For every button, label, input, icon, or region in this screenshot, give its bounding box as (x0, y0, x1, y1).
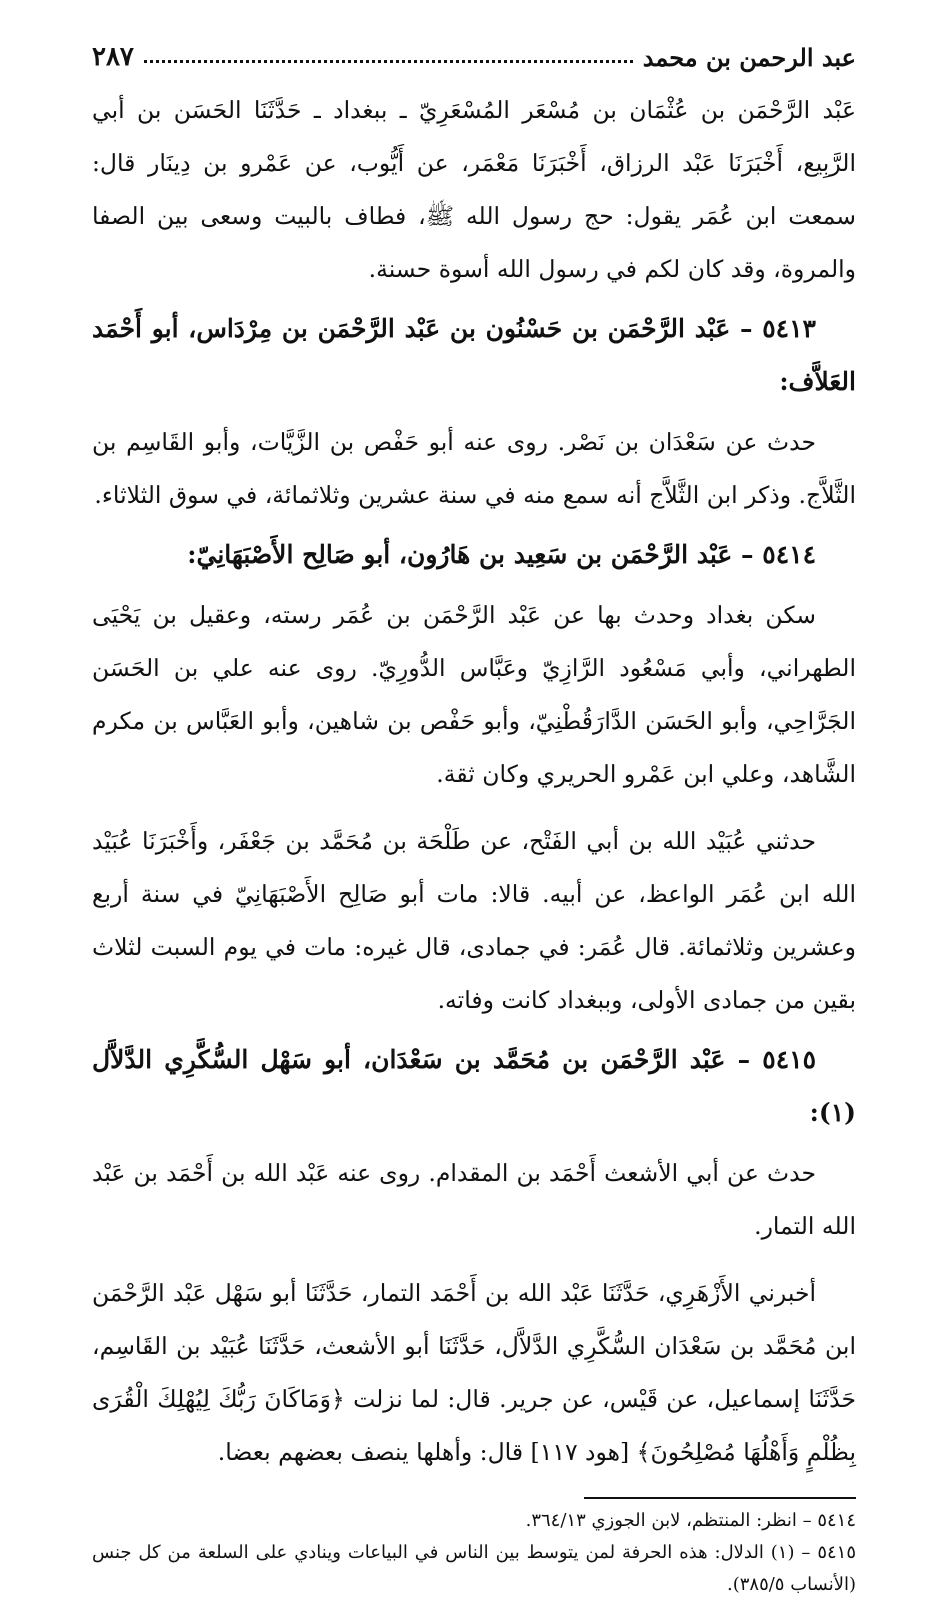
header-title: عبد الرحمن بن محمد (642, 42, 856, 72)
entry-number: ٥٤١٥ (762, 1045, 816, 1074)
entry-paragraph: حدث عن سَعْدَان بن نَصْر. روى عنه أبو حَفْص بن الزَّيَّات، وأبو القَاسِم بن الثَّلاَّج. وذكر ابن الثَّلاَّج أنه سمع منه في سنة عشرين وثلاثمائة، في سوق الثلاثاء. (92, 428, 856, 509)
entry-paragraph: سكن بغداد وحدث بها عن عَبْد الرَّحْمَن بن عُمَر رسته، وعقيل بن يَحْيَى الطهراني، وأبي مَسْعُود الرَّازِيّ وعَبَّاس الدُّورِيّ. روى عنه علي بن الحَسَن الجَرَّاحِي، وأبو الحَسَن الدَّارَقُطْنِيّ، وأبو حَفْص بن شاهين، وأبو العَبَّاس بن مكرم الشَّاهد، وعلي ابن عَمْرو الحريري وكان ثقة. (92, 601, 856, 788)
entry-dash: – (730, 314, 753, 343)
footnote-divider (584, 1497, 856, 1499)
entry-heading-5415 (92, 1033, 856, 1139)
footnote: ٥٤١٤ – انظر: المنتظم، لابن الجوزي ٣٦٤/١٣. (525, 1510, 856, 1531)
entry-title-text: عَبْد الرَّحْمَن بن مُحَمَّد بن سَعْدَان، أبو سَهْل السُّكَّرِي الدَّلاَّل (١): (92, 1045, 856, 1127)
entry-paragraph: حدثني عُبَيْد الله بن أبي الفَتْح، عن طَلْحَة بن مُحَمَّد بن جَعْفَر، وأَخْبَرَنَا عُبَيْد الله ابن عُمَر الواعظ، عن أبيه. قالا: مات أبو صَالِح الأَصْبَهَانِيّ في سنة أربع وعشرين وثلاثمائة. قال عُمَر: في جمادى، قال غيره: مات في يوم السبت لثلاث بقين من جمادى الأولى، وببغداد كانت وفاته. (92, 827, 856, 1014)
entry-number: ٥٤١٤ (762, 540, 816, 569)
footnotes (92, 1505, 856, 1601)
main-text (92, 84, 856, 1479)
paragraph-gap (92, 801, 856, 815)
entry-heading-5413 (92, 302, 856, 408)
entry-title-text: عَبْد الرَّحْمَن بن سَعِيد بن هَارُون، أبو صَالِح الأَصْبَهَانِيّ: (187, 540, 733, 569)
intro-paragraph: عَبْد الرَّحْمَن بن عُثْمَان بن مُسْعَر المُسْعَرِيّ ـ ببغداد ـ حَدَّثَنَا الحَسَن بن أبي الرَّبِيع، أَخْبَرَنَا عَبْد الرزاق، أَخْبَرَنَا مَعْمَر، عن أَيُّوب، عن عَمْرو بن دِينَار قال: سمعت ابن عُمَر يقول: حج رسول الله ﷺ، فطاف بالبيت وسعى بين الصفا والمروة، وقد كان لكم في رسول الله أسوة حسنة. (92, 96, 856, 283)
footnote: ٥٤١٥ – (١) الدلال: هذه الحرفة لمن يتوسط بين الناس في البياعات وينادي على السلعة من كل جنس (الأنساب ٣٨٥/٥). (92, 1542, 857, 1595)
entry-dash: – (725, 1045, 751, 1074)
running-header (92, 36, 856, 78)
entry-paragraph: أخبرني الأَزْهَرِي، حَدَّثَنَا عَبْد الله بن أَحْمَد التمار، حَدَّثَنَا أبو سَهْل عَبْد الرَّحْمَن ابن مُحَمَّد بن سَعْدَان السُّكَّرِي الدَّلاَّل، حَدَّثَنَا أبو الأشعث، حَدَّثَنَا عُبَيْد بن القَاسِم، حَدَّثَنَا إسماعيل، عن قَيْس، عن جرير. قال: لما نزلت ﴿وَمَاكَانَ رَبُّكَ لِيُهْلِكَ الْقُرَى بِظُلْمٍ وَأَهْلُهَا مُصْلِحُونَ﴾ [هود ١١٧] قال: وأهلها ينصف بعضهم بعضا. (92, 1279, 856, 1466)
entry-paragraph: حدث عن أبي الأشعث أَحْمَد بن المقدام. روى عنه عَبْد الله بن أَحْمَد بن عَبْد الله التمار. (92, 1159, 856, 1240)
entry-dash: – (732, 540, 754, 569)
entry-number: ٥٤١٣ (762, 314, 816, 343)
entry-title-text: عَبْد الرَّحْمَن بن حَسْنُون بن عَبْد الرَّحْمَن بن مِرْدَاس، أبو أَحْمَد العَلاَّف: (92, 314, 856, 396)
entry-heading-5414 (92, 528, 856, 581)
header-leader-dots (144, 60, 633, 63)
page-number: ٢٨٧ (92, 42, 134, 72)
paragraph-gap (92, 1253, 856, 1267)
